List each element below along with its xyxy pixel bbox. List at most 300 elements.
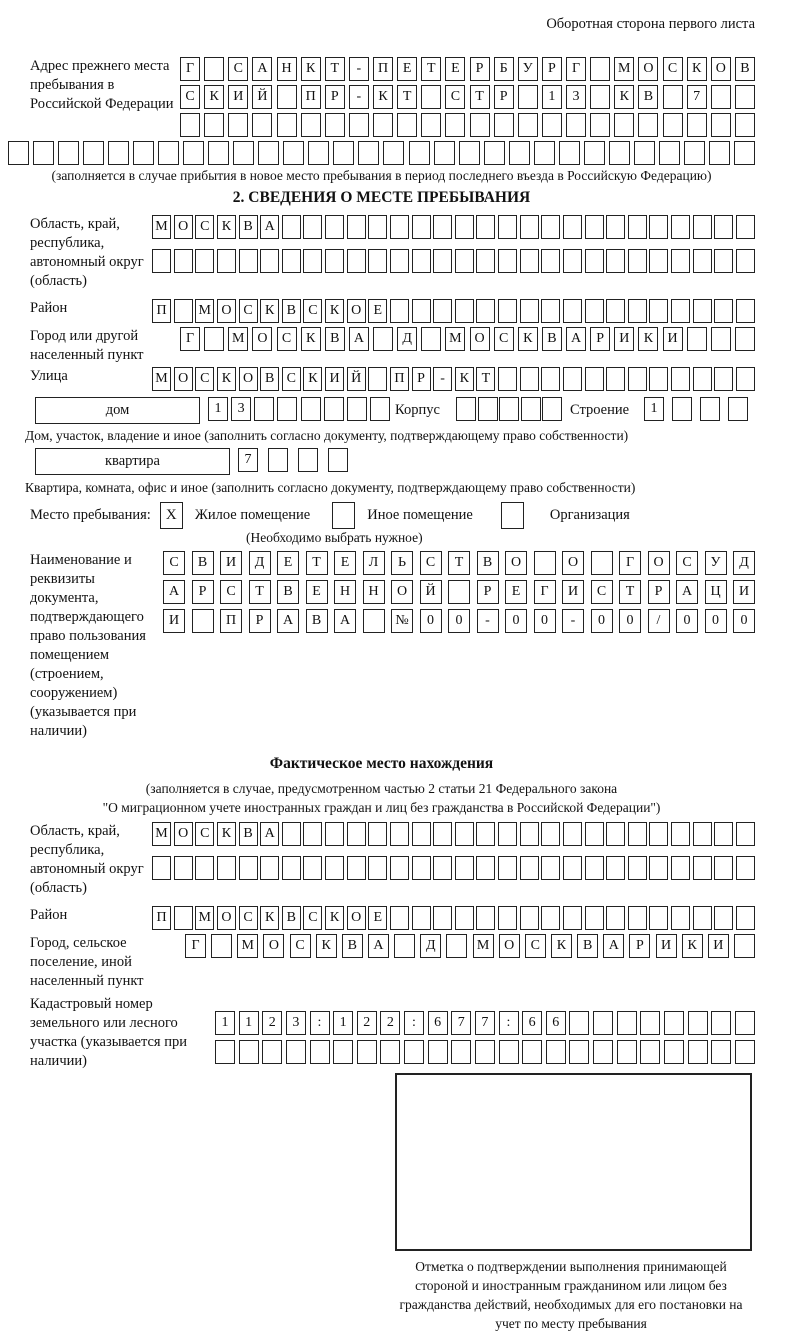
char-cell[interactable]: [649, 249, 668, 273]
char-cell[interactable]: Т: [476, 367, 495, 391]
char-cell[interactable]: [433, 215, 452, 239]
char-cell[interactable]: В: [342, 934, 363, 958]
char-cell[interactable]: Н: [277, 57, 297, 81]
char-cell[interactable]: [563, 367, 582, 391]
char-cell[interactable]: А: [260, 215, 279, 239]
char-cell[interactable]: 3: [286, 1011, 306, 1035]
char-cell[interactable]: С: [228, 57, 248, 81]
char-cell[interactable]: [303, 822, 322, 846]
char-cell[interactable]: [563, 822, 582, 846]
char-cell[interactable]: [735, 1011, 755, 1035]
char-cell[interactable]: К: [614, 85, 634, 109]
char-cell[interactable]: [470, 113, 490, 137]
char-cell[interactable]: М: [195, 906, 214, 930]
char-cell[interactable]: О: [174, 367, 193, 391]
char-cell[interactable]: 7: [687, 85, 707, 109]
char-cell[interactable]: Т: [306, 551, 328, 575]
char-cell[interactable]: Ь: [391, 551, 413, 575]
char-cell[interactable]: [498, 249, 517, 273]
char-cell[interactable]: О: [499, 934, 520, 958]
char-cell[interactable]: [412, 906, 431, 930]
char-cell[interactable]: [303, 215, 322, 239]
char-cell[interactable]: Е: [277, 551, 299, 575]
char-cell[interactable]: [174, 856, 193, 880]
char-cell[interactable]: О: [638, 57, 658, 81]
char-cell[interactable]: [370, 397, 390, 421]
char-cell[interactable]: И: [708, 934, 729, 958]
char-cell[interactable]: Т: [421, 57, 441, 81]
char-cell[interactable]: [714, 215, 733, 239]
char-cell[interactable]: [520, 822, 539, 846]
char-cell[interactable]: [152, 856, 171, 880]
char-cell[interactable]: [183, 141, 204, 165]
char-cell[interactable]: [349, 113, 369, 137]
char-cell[interactable]: К: [204, 85, 224, 109]
char-cell[interactable]: С: [525, 934, 546, 958]
char-cell[interactable]: С: [282, 367, 301, 391]
char-cell[interactable]: Д: [733, 551, 755, 575]
char-cell[interactable]: Д: [420, 934, 441, 958]
char-cell[interactable]: Г: [185, 934, 206, 958]
char-cell[interactable]: С: [220, 580, 242, 604]
char-cell[interactable]: [174, 299, 193, 323]
char-cell[interactable]: Т: [325, 57, 345, 81]
char-cell[interactable]: С: [591, 580, 613, 604]
char-cell[interactable]: [390, 249, 409, 273]
char-cell[interactable]: 1: [542, 85, 562, 109]
char-cell[interactable]: [476, 856, 495, 880]
char-cell[interactable]: У: [705, 551, 727, 575]
char-cell[interactable]: Е: [505, 580, 527, 604]
char-cell[interactable]: [455, 215, 474, 239]
char-cell[interactable]: К: [303, 367, 322, 391]
char-cell[interactable]: [228, 113, 248, 137]
char-cell[interactable]: [476, 906, 495, 930]
char-cell[interactable]: [325, 822, 344, 846]
char-cell[interactable]: [233, 141, 254, 165]
char-cell[interactable]: 3: [566, 85, 586, 109]
char-cell[interactable]: К: [687, 57, 707, 81]
char-cell[interactable]: [735, 85, 755, 109]
char-cell[interactable]: [455, 856, 474, 880]
char-cell[interactable]: -: [477, 609, 499, 633]
char-cell[interactable]: [736, 856, 755, 880]
char-cell[interactable]: К: [316, 934, 337, 958]
char-cell[interactable]: [347, 215, 366, 239]
char-cell[interactable]: [735, 327, 755, 351]
char-cell[interactable]: [688, 1040, 708, 1064]
char-cell[interactable]: [693, 367, 712, 391]
char-cell[interactable]: [628, 367, 647, 391]
char-cell[interactable]: И: [220, 551, 242, 575]
char-cell[interactable]: [585, 215, 604, 239]
char-cell[interactable]: [239, 249, 258, 273]
char-cell[interactable]: [373, 113, 393, 137]
char-cell[interactable]: О: [239, 367, 258, 391]
char-cell[interactable]: А: [260, 822, 279, 846]
char-cell[interactable]: [593, 1011, 613, 1035]
char-cell[interactable]: [390, 906, 409, 930]
char-cell[interactable]: [368, 822, 387, 846]
char-cell[interactable]: [347, 822, 366, 846]
char-cell[interactable]: [541, 906, 560, 930]
char-cell[interactable]: [325, 249, 344, 273]
char-cell[interactable]: [498, 906, 517, 930]
char-cell[interactable]: С: [494, 327, 514, 351]
char-cell[interactable]: [734, 934, 755, 958]
char-cell[interactable]: О: [711, 57, 731, 81]
char-cell[interactable]: 0: [534, 609, 556, 633]
char-cell[interactable]: [714, 299, 733, 323]
char-cell[interactable]: Й: [420, 580, 442, 604]
char-cell[interactable]: Т: [397, 85, 417, 109]
char-cell[interactable]: [711, 1011, 731, 1035]
char-cell[interactable]: [208, 141, 229, 165]
char-cell[interactable]: [303, 249, 322, 273]
char-cell[interactable]: [628, 299, 647, 323]
char-cell[interactable]: [476, 822, 495, 846]
char-cell[interactable]: И: [733, 580, 755, 604]
char-cell[interactable]: О: [263, 934, 284, 958]
char-cell[interactable]: [606, 215, 625, 239]
char-cell[interactable]: [688, 1011, 708, 1035]
char-cell[interactable]: [217, 856, 236, 880]
char-cell[interactable]: Н: [363, 580, 385, 604]
char-cell[interactable]: К: [217, 367, 236, 391]
char-cell[interactable]: О: [252, 327, 272, 351]
char-cell[interactable]: М: [445, 327, 465, 351]
char-cell[interactable]: [174, 906, 193, 930]
char-cell[interactable]: [609, 141, 630, 165]
char-cell[interactable]: [664, 1040, 684, 1064]
char-cell[interactable]: М: [473, 934, 494, 958]
char-cell[interactable]: К: [373, 85, 393, 109]
char-cell[interactable]: [484, 141, 505, 165]
char-cell[interactable]: [494, 113, 514, 137]
char-cell[interactable]: [498, 822, 517, 846]
char-cell[interactable]: [585, 249, 604, 273]
char-cell[interactable]: [671, 822, 690, 846]
char-cell[interactable]: [428, 1040, 448, 1064]
char-cell[interactable]: О: [217, 299, 236, 323]
char-cell[interactable]: О: [174, 215, 193, 239]
char-cell[interactable]: [368, 249, 387, 273]
char-cell[interactable]: [252, 113, 272, 137]
char-cell[interactable]: 7: [475, 1011, 495, 1035]
char-cell[interactable]: [520, 856, 539, 880]
char-cell[interactable]: [324, 397, 344, 421]
char-cell[interactable]: [8, 141, 29, 165]
char-cell[interactable]: [434, 141, 455, 165]
char-cell[interactable]: С: [195, 367, 214, 391]
char-cell[interactable]: В: [638, 85, 658, 109]
char-cell[interactable]: [192, 609, 214, 633]
char-cell[interactable]: О: [470, 327, 490, 351]
char-cell[interactable]: [585, 299, 604, 323]
char-cell[interactable]: [433, 299, 452, 323]
char-cell[interactable]: И: [163, 609, 185, 633]
char-cell[interactable]: [476, 215, 495, 239]
char-cell[interactable]: С: [420, 551, 442, 575]
char-cell[interactable]: [509, 141, 530, 165]
char-cell[interactable]: [451, 1040, 471, 1064]
char-cell[interactable]: 2: [357, 1011, 377, 1035]
char-cell[interactable]: [303, 856, 322, 880]
char-cell[interactable]: А: [368, 934, 389, 958]
char-cell[interactable]: [204, 113, 224, 137]
char-cell[interactable]: [585, 856, 604, 880]
char-cell[interactable]: [390, 215, 409, 239]
char-cell[interactable]: Р: [648, 580, 670, 604]
char-cell[interactable]: [286, 1040, 306, 1064]
char-cell[interactable]: С: [239, 299, 258, 323]
char-cell[interactable]: [412, 215, 431, 239]
char-cell[interactable]: [606, 856, 625, 880]
char-cell[interactable]: [476, 299, 495, 323]
char-cell[interactable]: [700, 397, 720, 421]
char-cell[interactable]: [736, 367, 755, 391]
char-cell[interactable]: О: [648, 551, 670, 575]
char-cell[interactable]: [684, 141, 705, 165]
char-cell[interactable]: 7: [238, 448, 258, 472]
char-cell[interactable]: [520, 249, 539, 273]
char-cell[interactable]: С: [445, 85, 465, 109]
char-cell[interactable]: [628, 249, 647, 273]
char-cell[interactable]: 0: [705, 609, 727, 633]
char-cell[interactable]: [593, 1040, 613, 1064]
char-cell[interactable]: [433, 906, 452, 930]
char-cell[interactable]: [373, 327, 393, 351]
char-cell[interactable]: [455, 906, 474, 930]
char-cell[interactable]: Б: [494, 57, 514, 81]
char-cell[interactable]: [180, 113, 200, 137]
char-cell[interactable]: [628, 215, 647, 239]
char-cell[interactable]: [563, 906, 582, 930]
char-cell[interactable]: С: [303, 906, 322, 930]
char-cell[interactable]: О: [217, 906, 236, 930]
char-cell[interactable]: С: [163, 551, 185, 575]
char-cell[interactable]: [659, 141, 680, 165]
char-cell[interactable]: [368, 856, 387, 880]
char-cell[interactable]: [649, 299, 668, 323]
char-cell[interactable]: [541, 856, 560, 880]
char-cell[interactable]: 6: [428, 1011, 448, 1035]
char-cell[interactable]: Р: [192, 580, 214, 604]
char-cell[interactable]: А: [334, 609, 356, 633]
char-cell[interactable]: [693, 906, 712, 930]
char-cell[interactable]: [714, 856, 733, 880]
char-cell[interactable]: В: [477, 551, 499, 575]
char-cell[interactable]: [711, 113, 731, 137]
char-cell[interactable]: [328, 448, 348, 472]
char-cell[interactable]: :: [310, 1011, 330, 1035]
char-cell[interactable]: Е: [445, 57, 465, 81]
char-cell[interactable]: К: [551, 934, 572, 958]
char-cell[interactable]: В: [282, 299, 301, 323]
char-cell[interactable]: [433, 822, 452, 846]
char-cell[interactable]: [133, 141, 154, 165]
char-cell[interactable]: Г: [180, 57, 200, 81]
char-cell[interactable]: С: [290, 934, 311, 958]
char-cell[interactable]: О: [562, 551, 584, 575]
char-cell[interactable]: [363, 609, 385, 633]
char-cell[interactable]: [459, 141, 480, 165]
char-cell[interactable]: [664, 1011, 684, 1035]
char-cell[interactable]: [590, 57, 610, 81]
char-cell[interactable]: А: [163, 580, 185, 604]
char-cell[interactable]: [282, 215, 301, 239]
char-cell[interactable]: Ц: [705, 580, 727, 604]
char-cell[interactable]: [649, 856, 668, 880]
char-cell[interactable]: [585, 906, 604, 930]
char-cell[interactable]: [566, 113, 586, 137]
char-cell[interactable]: [563, 856, 582, 880]
char-cell[interactable]: 0: [448, 609, 470, 633]
char-cell[interactable]: [412, 822, 431, 846]
char-cell[interactable]: [283, 141, 304, 165]
char-cell[interactable]: [397, 113, 417, 137]
char-cell[interactable]: [521, 397, 541, 421]
char-cell[interactable]: [433, 856, 452, 880]
char-cell[interactable]: Р: [325, 85, 345, 109]
char-cell[interactable]: [671, 249, 690, 273]
char-cell[interactable]: М: [152, 367, 171, 391]
char-cell[interactable]: [268, 448, 288, 472]
char-cell[interactable]: [649, 906, 668, 930]
inoe-checkbox[interactable]: [332, 502, 355, 529]
char-cell[interactable]: В: [542, 327, 562, 351]
char-cell[interactable]: Р: [494, 85, 514, 109]
char-cell[interactable]: [546, 1040, 566, 1064]
char-cell[interactable]: Н: [334, 580, 356, 604]
char-cell[interactable]: С: [303, 299, 322, 323]
char-cell[interactable]: К: [301, 57, 321, 81]
char-cell[interactable]: [714, 822, 733, 846]
char-cell[interactable]: [433, 249, 452, 273]
char-cell[interactable]: М: [195, 299, 214, 323]
char-cell[interactable]: В: [282, 906, 301, 930]
char-cell[interactable]: /: [648, 609, 670, 633]
char-cell[interactable]: [541, 367, 560, 391]
char-cell[interactable]: [590, 85, 610, 109]
char-cell[interactable]: Р: [590, 327, 610, 351]
char-cell[interactable]: [711, 1040, 731, 1064]
dom-box[interactable]: дом: [35, 397, 200, 424]
char-cell[interactable]: [383, 141, 404, 165]
char-cell[interactable]: [569, 1011, 589, 1035]
char-cell[interactable]: [542, 113, 562, 137]
char-cell[interactable]: -: [349, 85, 369, 109]
char-cell[interactable]: [456, 397, 476, 421]
char-cell[interactable]: [671, 299, 690, 323]
char-cell[interactable]: Е: [368, 299, 387, 323]
char-cell[interactable]: -: [433, 367, 452, 391]
char-cell[interactable]: 1: [644, 397, 664, 421]
char-cell[interactable]: :: [404, 1011, 424, 1035]
char-cell[interactable]: В: [239, 215, 258, 239]
zhiloe-checkbox[interactable]: X: [160, 502, 183, 529]
char-cell[interactable]: [693, 299, 712, 323]
char-cell[interactable]: [563, 215, 582, 239]
char-cell[interactable]: [83, 141, 104, 165]
char-cell[interactable]: [649, 215, 668, 239]
char-cell[interactable]: 0: [505, 609, 527, 633]
char-cell[interactable]: [628, 856, 647, 880]
char-cell[interactable]: [591, 551, 613, 575]
char-cell[interactable]: [711, 327, 731, 351]
char-cell[interactable]: Е: [306, 580, 328, 604]
char-cell[interactable]: А: [349, 327, 369, 351]
char-cell[interactable]: Е: [368, 906, 387, 930]
char-cell[interactable]: [734, 141, 755, 165]
char-cell[interactable]: [640, 1040, 660, 1064]
char-cell[interactable]: К: [217, 215, 236, 239]
char-cell[interactable]: [195, 856, 214, 880]
char-cell[interactable]: Г: [566, 57, 586, 81]
char-cell[interactable]: [693, 856, 712, 880]
char-cell[interactable]: [260, 249, 279, 273]
char-cell[interactable]: [301, 113, 321, 137]
char-cell[interactable]: [728, 397, 748, 421]
char-cell[interactable]: [368, 215, 387, 239]
char-cell[interactable]: [606, 299, 625, 323]
char-cell[interactable]: [347, 397, 367, 421]
char-cell[interactable]: А: [277, 609, 299, 633]
char-cell[interactable]: [736, 249, 755, 273]
char-cell[interactable]: [390, 856, 409, 880]
char-cell[interactable]: П: [152, 299, 171, 323]
char-cell[interactable]: [522, 1040, 542, 1064]
char-cell[interactable]: [534, 141, 555, 165]
char-cell[interactable]: №: [391, 609, 413, 633]
char-cell[interactable]: 0: [733, 609, 755, 633]
char-cell[interactable]: [310, 1040, 330, 1064]
char-cell[interactable]: Р: [477, 580, 499, 604]
char-cell[interactable]: [518, 113, 538, 137]
char-cell[interactable]: [333, 141, 354, 165]
char-cell[interactable]: -: [349, 57, 369, 81]
char-cell[interactable]: [258, 141, 279, 165]
char-cell[interactable]: [404, 1040, 424, 1064]
char-cell[interactable]: [671, 367, 690, 391]
char-cell[interactable]: 1: [208, 397, 228, 421]
char-cell[interactable]: У: [518, 57, 538, 81]
char-cell[interactable]: А: [676, 580, 698, 604]
char-cell[interactable]: [211, 934, 232, 958]
char-cell[interactable]: [412, 299, 431, 323]
char-cell[interactable]: [693, 215, 712, 239]
char-cell[interactable]: С: [195, 822, 214, 846]
char-cell[interactable]: [711, 85, 731, 109]
char-cell[interactable]: 3: [231, 397, 251, 421]
char-cell[interactable]: [585, 822, 604, 846]
char-cell[interactable]: [347, 249, 366, 273]
char-cell[interactable]: О: [347, 906, 366, 930]
char-cell[interactable]: М: [152, 215, 171, 239]
char-cell[interactable]: [347, 856, 366, 880]
char-cell[interactable]: [499, 397, 519, 421]
char-cell[interactable]: :: [499, 1011, 519, 1035]
char-cell[interactable]: К: [260, 299, 279, 323]
char-cell[interactable]: 1: [239, 1011, 259, 1035]
char-cell[interactable]: [590, 113, 610, 137]
char-cell[interactable]: С: [676, 551, 698, 575]
char-cell[interactable]: [298, 448, 318, 472]
char-cell[interactable]: [277, 397, 297, 421]
char-cell[interactable]: [541, 215, 560, 239]
char-cell[interactable]: [455, 822, 474, 846]
char-cell[interactable]: 1: [333, 1011, 353, 1035]
